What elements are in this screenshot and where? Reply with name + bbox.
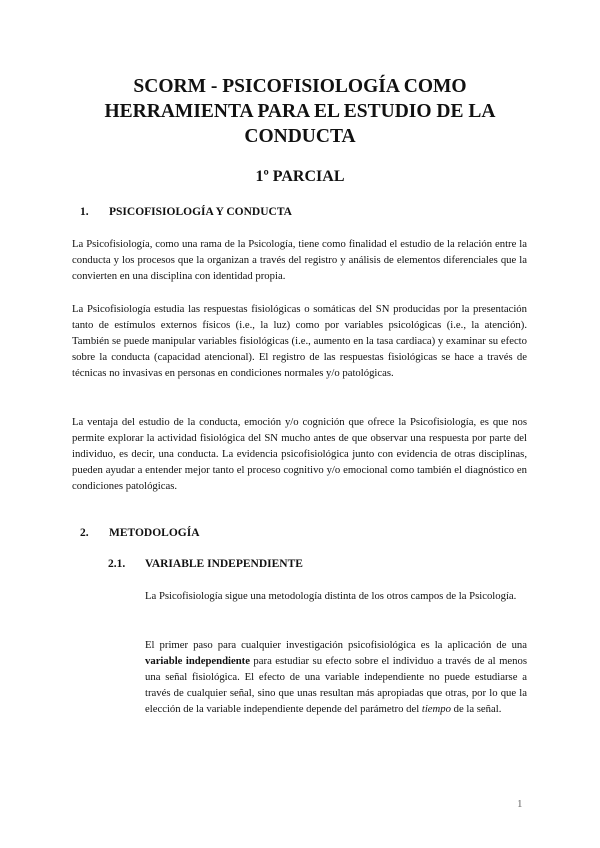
section-2-title: METODOLOGÍA <box>109 527 200 539</box>
section-1-title: PSICOFISIOLOGÍA Y CONDUCTA <box>109 206 292 218</box>
section-1-paragraph-3: La ventaja del estudio de la conducta, emoción y/o cognición que ofrece la Psicofisiología, es que nos permite explorar la actividad fisiológica del SN mucho antes de que observar una respuesta por parte del individuo, es decir, una conducta. La evidencia psicofisiológica junto con evidencia de otras disciplinas, pueden ayudar a entender mejor tanto el proceso cognitivo y/o emocional como también el diagnóstico en condiciones patológicas. <box>72 416 527 493</box>
section-2-heading <box>80 527 200 539</box>
subsection-2-1-title: VARIABLE INDEPENDIENTE <box>145 558 303 570</box>
subsection-2-1-heading <box>108 558 303 570</box>
page-number: 1 <box>517 798 523 810</box>
paragraph-text-middle: para estudiar su efecto sobre el individuo a través de al menos una señal fisiológica. El efecto de una variable independiente no puede estudiarse a través de cualquier señal, sino que unas resultan más apropiadas que otras, por lo que la elección de la variable independiente depende del parámetro del <box>145 655 527 716</box>
subsection-2-1-paragraph-2 <box>145 637 527 717</box>
section-1-number: 1. <box>80 206 89 218</box>
subsection-2-1-number: 2.1. <box>108 558 126 570</box>
paragraph-text-end: de la señal. <box>450 703 502 716</box>
section-1-paragraph-2: La Psicofisiología estudia las respuestas fisiológicas o somáticas del SN producidas por la presentación tanto de estímulos externos físicos (i.e., la luz) como por variables psicológicas (i.e., la atención). También se puede manipular variables fisiológicas (i.e., aumento en la tasa cardiaca) y examinar su efecto sobre la conducta (capacidad atencional). El registro de las respuestas fisiológicas se hace a través de técnicas no invasivas en personas en condiciones normales y/o patológicas. <box>72 303 527 380</box>
section-1-paragraph-1: La Psicofisiología, como una rama de la Psicología, tiene como finalidad el estudio de la relación entre la conducta y los procesos que la organizan a través del registro y análisis de elementos diferenciales que la convierten en una disciplina con identidad propia. <box>72 238 527 283</box>
section-1-heading <box>80 206 292 218</box>
subsection-2-1-paragraph-1: La Psicofisiología sigue una metodología distinta de los otros campos de la Psicología. <box>145 590 517 602</box>
section-2-number: 2. <box>80 527 89 539</box>
exam-subtitle: 1º PARCIAL <box>255 168 345 185</box>
term-variable-independiente: variable independiente <box>145 655 250 668</box>
document-title: SCORM - PSICOFISIOLOGÍA COMO HERRAMIENTA PARA EL ESTUDIO DE LA CONDUCTA <box>104 76 496 147</box>
term-tiempo: tiempo <box>421 703 451 716</box>
paragraph-text-start: El primer paso para cualquier investigación psicofisiológica es la aplicación de una <box>145 639 527 651</box>
